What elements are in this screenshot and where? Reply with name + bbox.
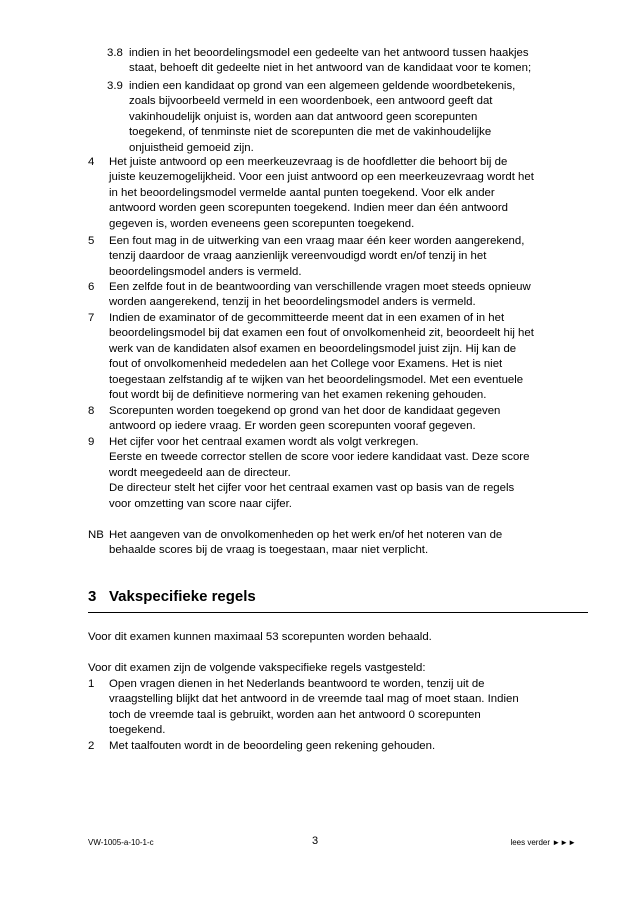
text-line: voor omzetting van score naar cijfer. (109, 497, 292, 510)
text-line: staat, behoeft dit gedeelte niet in het antwoord van de kandidaat voor te komen; (129, 62, 532, 75)
section-number: 3 (88, 588, 97, 605)
item-number: 8 (88, 405, 95, 417)
text-line: Een fout mag in de uitwerking van een vraag maar één keer worden aangerekend, (109, 235, 525, 247)
item-number: 2 (88, 740, 95, 752)
item-number: 7 (88, 312, 95, 324)
item-text (109, 677, 588, 739)
text-line: wordt meegedeeld aan de directeur. (109, 466, 291, 479)
text-line: zoals bijvoorbeeld vermeld in een woordenboek, een antwoord geeft dat (129, 95, 493, 108)
text-line: Scorepunten worden toegekend op grond van het door de kandidaat gegeven (109, 405, 501, 417)
text-line: Voor dit examen kunnen maximaal 53 scorepunten worden behaald. (88, 631, 432, 643)
item-text (129, 46, 587, 77)
nb-text (109, 528, 588, 559)
item-number: 9 (88, 436, 95, 448)
item-number: 3.8 (107, 47, 123, 59)
nb-note (88, 528, 588, 559)
list-item-9 (88, 435, 588, 512)
text-line: vraagstelling blijkt dat het antwoord in de vreemde taal mag of moet staan. Indien (109, 693, 519, 706)
item-text (109, 739, 588, 754)
text-line: tenzij daardoor de vraag aanzienlijk vereenvoudigd wordt en/of tenzij in het (109, 250, 487, 263)
text-line: Met taalfouten wordt in de beoordeling geen rekening gehouden. (109, 740, 436, 752)
item-text (109, 155, 588, 232)
text-line: Het aangeven van de onvolkomenheden op het werk en/of het noteren van de (109, 529, 503, 541)
item-number: 3.9 (107, 80, 123, 92)
page-number: 3 (312, 835, 319, 847)
rule-item-1 (88, 677, 588, 739)
text-line: Indien de examinator of de gecommitteerde meent dat in een examen of in het (109, 312, 505, 324)
text-line: in het beoordelingsmodel vermelde aantal punten toegekend. Voor elk ander (109, 186, 495, 199)
text-line: beoordelingsmodel bij dat examen een fout of onvolkomenheid zit, beoordeelt hij het (109, 327, 534, 340)
list-item-4 (88, 155, 588, 232)
text-line: worden aangerekend, tenzij in het beoordelingsmodel anders is vermeld. (109, 296, 476, 309)
text-line: behaalde scores bij de vraag is toegestaan, maar niet verplicht. (109, 544, 429, 557)
text-line: toegestaan zelfstandig af te wijken van het beoordelingsmodel. Met een eventuele (109, 373, 524, 386)
section-title: Vakspecifieke regels (109, 588, 256, 605)
list-item-3-9 (107, 79, 587, 156)
text-line: toch de vreemde taal is gebruikt, worden aan het antwoord 0 scorepunten (109, 708, 481, 721)
text-line: juiste keuzemogelijkheid. Voor een juist antwoord op een meerkeuzevraag wordt het (109, 171, 534, 184)
text-line: Het cijfer voor het centraal examen wordt als volgt verkregen. (109, 436, 419, 448)
text-line: Het juiste antwoord op een meerkeuzevraag is de hoofdletter die behoort bij de (109, 156, 508, 168)
item-number: 6 (88, 281, 95, 293)
text-line: onjuistheid gemoeid zijn. (129, 141, 254, 154)
section-heading (88, 588, 256, 606)
text-line: antwoord op iedere vraag. Er worden geen scorepunten vooraf gegeven. (109, 420, 476, 433)
text-line: Open vragen dienen in het Nederlands beantwoord te worden, tenzij uit de (109, 678, 485, 690)
text-line: werk van de kandidaten alsof examen en beoordelingsmodel juist zijn. Hij kan de (109, 342, 517, 355)
text-line: toegekend. (109, 724, 166, 737)
text-line: gegeven is, worden eveneens geen scorepunten toegekend. (109, 217, 415, 230)
rule-item-2 (88, 739, 588, 754)
text-line: toegekend, of tenminste niet de scorepunten die met de vakinhoudelijke (129, 126, 492, 139)
text-line: De directeur stelt het cijfer voor het centraal examen vast op basis van de regels (109, 482, 515, 495)
text-line: Een zelfde fout in de beantwoording van verschillende vragen moet steeds opnieuw (109, 281, 531, 293)
text-line: fout wordt bij de definitieve normering van het examen rekening gehouden. (109, 389, 487, 402)
item-text (129, 79, 587, 156)
text-line: beoordelingsmodel anders is vermeld. (109, 265, 302, 278)
text-line: Eerste en tweede corrector stellen de score voor iedere kandidaat vast. Deze score (109, 451, 530, 464)
list-item-7 (88, 311, 588, 403)
item-text (109, 404, 588, 435)
list-item-8 (88, 404, 588, 435)
item-number: 1 (88, 678, 95, 690)
max-points-paragraph (88, 630, 588, 645)
continue-indicator: lees verder ►►► (510, 838, 576, 847)
text-line: indien in het beoordelingsmodel een gedeelte van het antwoord tussen haakjes (129, 47, 529, 59)
text-line: antwoord worden geen scorepunten toegekend. Indien meer dan één antwoord (109, 202, 508, 215)
text-line: vakinhoudelijk onjuist is, worden aan dat antwoord geen scorepunten (129, 110, 478, 123)
list-item-5 (88, 234, 588, 280)
item-text (109, 435, 588, 512)
section-divider (88, 612, 588, 613)
list-item-3-8 (107, 46, 587, 77)
item-text (109, 280, 588, 311)
item-text (109, 234, 588, 280)
text-line: Voor dit examen zijn de volgende vakspecifieke regels vastgesteld: (88, 662, 426, 674)
item-number: 5 (88, 235, 95, 247)
rules-intro-paragraph (88, 661, 588, 676)
text-line: fout of onvolkomenheid mededelen aan het College voor Examens. Het is niet (109, 358, 503, 371)
item-text (109, 311, 588, 403)
item-number: 4 (88, 156, 95, 168)
text-line: indien een kandidaat op grond van een algemeen geldende woordbetekenis, (129, 80, 516, 92)
nb-label: NB (88, 529, 104, 541)
document-code: VW-1005-a-10-1-c (88, 838, 154, 847)
list-item-6 (88, 280, 588, 311)
